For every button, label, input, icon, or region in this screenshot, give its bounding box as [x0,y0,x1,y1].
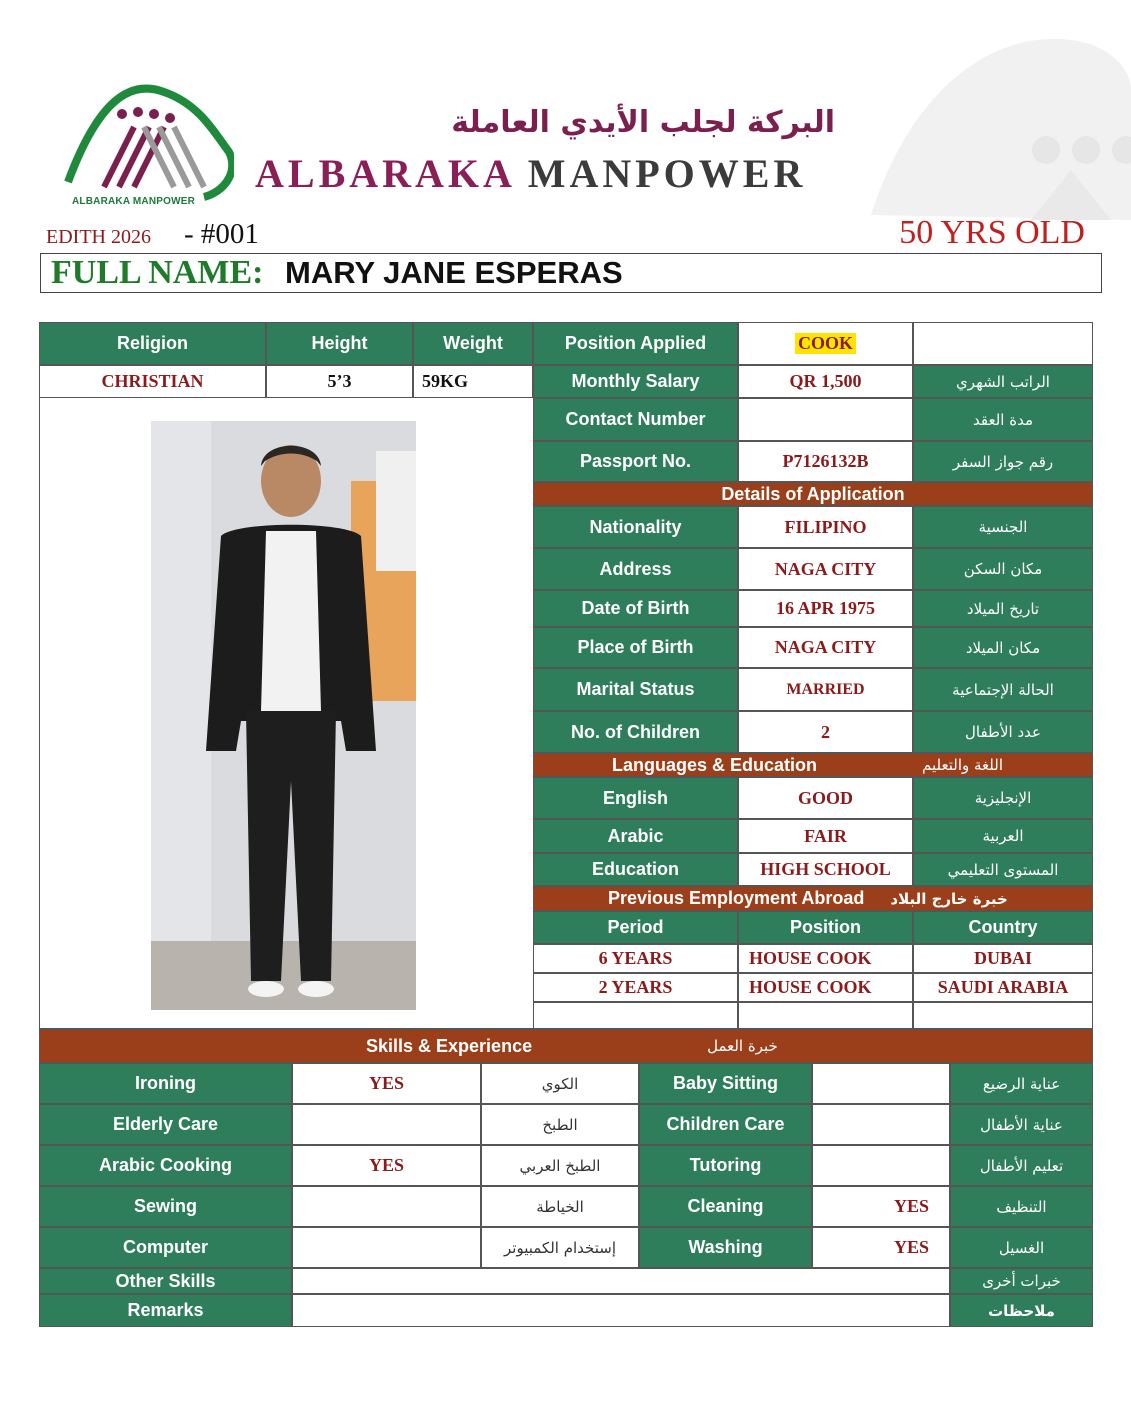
details-label-arabic: مكان الميلاد [913,627,1093,668]
employment-header-position: Position [738,911,913,944]
skill-value: YES [812,1186,950,1227]
skill-label-arabic: الطبخ [481,1104,639,1145]
previous-employment-title-arabic: خبرة خارج البلاد [890,889,1008,908]
remarks-label: Remarks [39,1294,292,1327]
details-label: No. of Children [533,711,738,753]
brand-name-english [255,150,806,197]
applicant-code: - #001 [184,218,259,250]
language-label: Arabic [533,819,738,853]
remarks-value [292,1294,950,1327]
skill-label-arabic: إستخدام الكمبيوتر [481,1227,639,1268]
row-label-arabic: الراتب الشهري [913,365,1093,398]
employment-empty [533,1002,738,1029]
details-label: Marital Status [533,668,738,711]
skill-value [812,1145,950,1186]
weight-header: Weight [413,322,533,365]
details-label-arabic: الجنسية [913,506,1093,548]
remarks-label-arabic: ملاحظات [950,1294,1093,1327]
skill-label: Cleaning [639,1186,812,1227]
full-name-box [40,253,1102,293]
skill-value [292,1104,481,1145]
languages-title-text: Languages & Education [612,754,818,775]
skill-label: Baby Sitting [639,1063,812,1104]
employment-empty [913,1002,1093,1029]
skill-label-arabic: الخياطة [481,1186,639,1227]
details-value: NAGA CITY [738,627,913,668]
row-label-arabic: مدة العقد [913,398,1093,441]
religion-value: CHRISTIAN [39,365,266,398]
details-label: Place of Birth [533,627,738,668]
row-label: Position Applied [533,322,738,365]
brand-name-arabic: البركة لجلب الأيدي العاملة [451,105,835,140]
languages-title-arabic: اللغة والتعليم [922,756,1004,774]
skill-value: YES [812,1227,950,1268]
row-value [738,441,913,482]
details-label-arabic: الحالة الإجتماعية [913,668,1093,711]
details-label-arabic: تاريخ الميلاد [913,590,1093,627]
language-label-arabic: المستوى التعليمي [913,853,1093,886]
details-label-arabic: مكان السكن [913,548,1093,590]
employment-empty [738,1002,913,1029]
skill-label: Computer [39,1227,292,1268]
employment-position: HOUSE COOK [738,973,913,1002]
row-label-arabic: رقم جواز السفر [913,441,1093,482]
skill-value: YES [292,1063,481,1104]
details-value: NAGA CITY [738,548,913,590]
row-label-arabic [913,322,1093,365]
language-label-arabic: الإنجليزية [913,777,1093,819]
details-value: MARRIED [738,668,913,711]
language-label: English [533,777,738,819]
row-value-text: QR 1,500 [789,371,862,391]
details-label: Nationality [533,506,738,548]
albaraka-logo [64,72,234,212]
row-label: Contact Number [533,398,738,441]
language-label: Education [533,853,738,886]
applicant-photo [151,421,416,1010]
skill-label: Elderly Care [39,1104,292,1145]
edition-label: EDITH 2026 [46,226,151,248]
height-value: 5’3 [266,365,413,398]
details-value: 16 APR 1975 [738,590,913,627]
details-label: Address [533,548,738,590]
other-skills-value [292,1268,950,1294]
details-label-arabic: عدد الأطفال [913,711,1093,753]
age-label: 50 YRS OLD [899,214,1085,251]
row-value [738,398,913,441]
skills-section-title [39,1029,1093,1063]
other-skills-label-arabic: خبرات أخرى [950,1268,1093,1294]
skill-value [292,1227,481,1268]
skill-label-arabic: عناية الأطفال [950,1104,1093,1145]
skills-title-text: Skills & Experience [366,1035,533,1056]
row-value-text: P7126132B [782,451,869,471]
language-value: HIGH SCHOOL [738,853,913,886]
brand-name-part-b: MANPOWER [527,151,807,196]
language-value: GOOD [738,777,913,819]
employment-header-period: Period [533,911,738,944]
languages-section-title [533,753,1093,777]
skill-label: Arabic Cooking [39,1145,292,1186]
skill-value [812,1104,950,1145]
row-value [738,322,913,365]
details-value: 2 [738,711,913,753]
skill-label: Sewing [39,1186,292,1227]
employment-country: SAUDI ARABIA [913,973,1093,1002]
employment-position: HOUSE COOK [738,944,913,973]
full-name-value: MARY JANE ESPERAS [285,255,623,290]
skill-label-arabic: عناية الرضيع [950,1063,1093,1104]
details-label: Date of Birth [533,590,738,627]
brand-name-part-a: ALBARAKA [255,151,514,196]
height-header: Height [266,322,413,365]
previous-employment-title [533,886,1093,911]
logo-caption: ALBARAKA MANPOWER [72,196,196,207]
row-label: Monthly Salary [533,365,738,398]
row-value [738,365,913,398]
skill-value: YES [292,1145,481,1186]
skill-value [812,1063,950,1104]
language-value: FAIR [738,819,913,853]
row-label: Passport No. [533,441,738,482]
skill-label: Washing [639,1227,812,1268]
skill-label-arabic: الغسيل [950,1227,1093,1268]
employment-country: DUBAI [913,944,1093,973]
employment-period: 2 YEARS [533,973,738,1002]
employment-period: 6 YEARS [533,944,738,973]
background-logo-watermark [871,30,1131,220]
skill-label-arabic: تعليم الأطفال [950,1145,1093,1186]
details-value: FILIPINO [738,506,913,548]
skill-label-arabic: الكوي [481,1063,639,1104]
religion-header: Religion [39,322,266,365]
employment-header-country: Country [913,911,1093,944]
skill-label-arabic: التنظيف [950,1186,1093,1227]
previous-employment-title-text: Previous Employment Abroad [608,888,865,908]
skill-label: Tutoring [639,1145,812,1186]
skills-title-arabic: خبرة العمل [707,1037,778,1055]
skill-value [292,1186,481,1227]
skill-label-arabic: الطبخ العربي [481,1145,639,1186]
skill-label: Ironing [39,1063,292,1104]
other-skills-label: Other Skills [39,1268,292,1294]
row-value-text: COOK [795,333,856,354]
full-name-label: FULL NAME: [51,254,264,291]
skill-label: Children Care [639,1104,812,1145]
details-section-title: Details of Application [533,482,1093,506]
language-label-arabic: العربية [913,819,1093,853]
weight-value: 59KG [413,365,533,398]
